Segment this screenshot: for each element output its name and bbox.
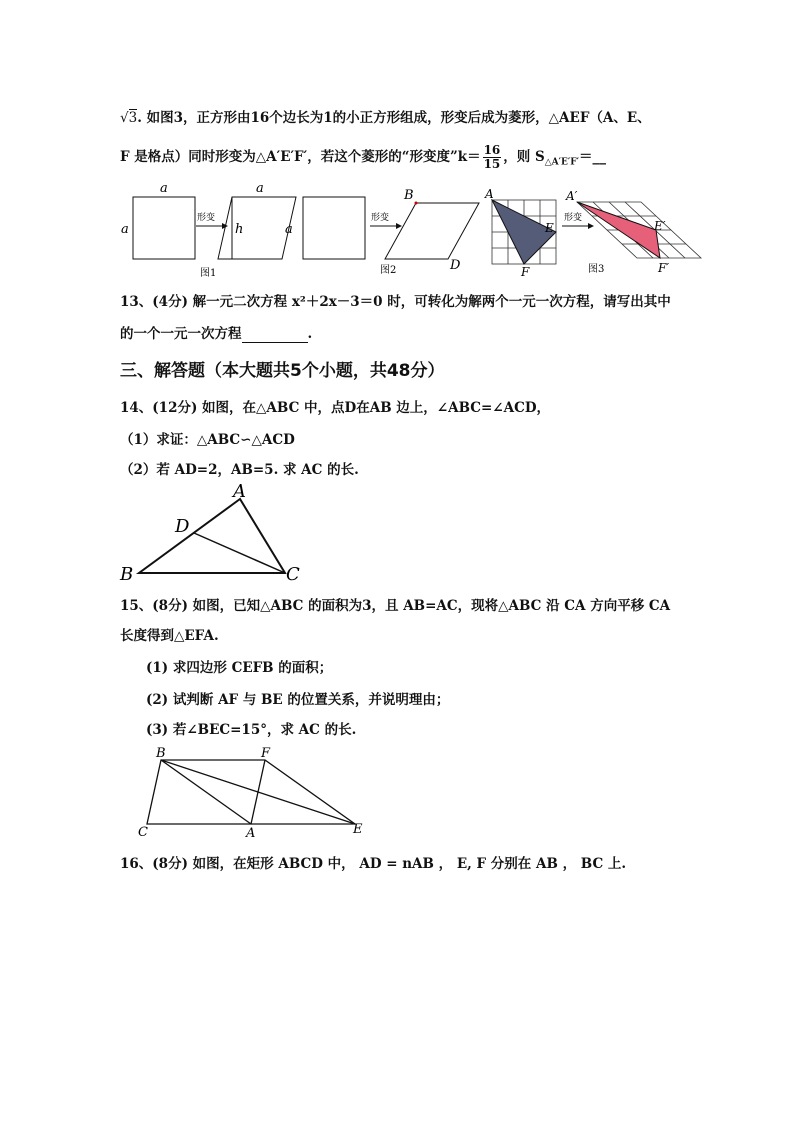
k-fraction [483,144,502,171]
fig3-label-e1: E′ [654,219,666,233]
triangle-abc [139,499,285,573]
q12-line2-pre: F 是格点）同时形变为△A′E′F′，若这个菱形的“形变度”k＝ [120,149,481,165]
q15-part2: (2) 试判断 AF 与 BE 的位置关系，并说明理由； [146,692,450,708]
q12-radicand: 3 [128,110,138,126]
q15-label-a: A [246,826,256,841]
q12-line2 [120,144,606,171]
q16-line1: 16、(8分) 如图，在矩形 ABCD 中， AD = nAB ， E, F 分别在 AB ， BC 上. [120,856,627,872]
fig3-caption: 图3 [588,264,605,275]
q12-figures [0,180,794,280]
fig2-rhombus [385,203,479,259]
segment-ba [161,760,251,824]
k-numerator: 16 [483,143,501,157]
q15-label-f: F [261,746,271,761]
q14-part1: （1）求证：△ABC∽△ACD [120,432,295,448]
fig2-square [303,197,365,259]
fig1-label-a-top: a [160,181,168,196]
segment-cd [194,533,285,573]
q12-line2-end: ＝__ [579,149,607,165]
fig2-point-b [415,202,418,205]
q14-label-b: B [120,564,134,582]
fig2-label-b: B [404,188,414,203]
fig2-label-d: D [450,258,461,273]
q13-line1: 13、(4分) 解一元二次方程 x²＋2x－3＝0 时，可转化为解两个一元一次方程，请写出其中 [120,294,671,310]
q13-line2-text: 的一个一元一次方程 [120,326,242,342]
q15-part1: (1) 求四边形 CEFB 的面积； [146,660,333,676]
answer-blank[interactable] [242,326,308,343]
fig3-label-a: A [485,187,494,201]
fig1-caption: 图1 [200,268,217,279]
fig2-arrowhead [396,223,402,229]
q15-label-c: C [138,825,148,840]
fig3-label-f: F [521,265,530,279]
fig1-label-a-right: a [285,222,293,237]
q13-line2-end: . [307,326,313,342]
fig3-arrowhead [588,223,594,229]
q15-line2: 长度得到△EFA. [120,628,219,644]
q15-figure [130,744,370,844]
q12-line1 [120,106,651,126]
fig1-label-h: h [235,222,244,237]
q15-label-b: B [156,746,166,761]
fig3-label-f1: F′ [658,261,670,275]
fig3-label-a1: A′ [566,189,578,203]
q14-label-d: D [175,516,190,537]
fig1-arrow-label: 形变 [197,213,216,223]
segment-be [161,760,355,824]
q14-line1: 14、(12分) 如图，在△ABC 中，点D在AB 边上，∠ABC=∠ACD， [120,400,551,416]
k-denominator: 15 [483,157,501,171]
section-3-heading: 三、解答题（本大题共5个小题，共48分） [120,361,445,381]
q12-area-subscript: △A′E′F′ [544,157,580,168]
quad-cefb [147,760,355,824]
fig3-label-e: E [545,221,554,235]
fig1-label-a-left: a [121,222,129,237]
q14-label-a: A [233,482,246,502]
q15-part3: (3) 若∠BEC=15°，求 AC 的长. [146,722,357,738]
q12-line2-post: ，则 S [503,149,545,165]
q12-line1-text: . 如图3，正方形由16个边长为1的小正方形组成，形变后成为菱形，△AEF（A、E、 [137,110,651,126]
q13-line2 [120,322,312,343]
fig2-arrow-label: 形变 [371,213,390,223]
q15-line1: 15、(8分) 如图，已知△ABC 的面积为3，且 AB=AC，现将△ABC 沿 CA 方向平移 CA [120,598,671,614]
q14-part2: （2）若 AD=2，AB=5. 求 AC 的长. [120,462,359,478]
q14-label-c: C [286,564,300,582]
fig2-caption: 图2 [380,265,397,276]
fig3-arrow-label: 形变 [564,213,583,223]
q14-figure [115,482,335,582]
fig1-label-a-top2: a [256,181,264,196]
fig1-square [133,197,195,259]
sqrt-symbol: √ [120,110,129,126]
q15-label-e: E [353,822,363,837]
